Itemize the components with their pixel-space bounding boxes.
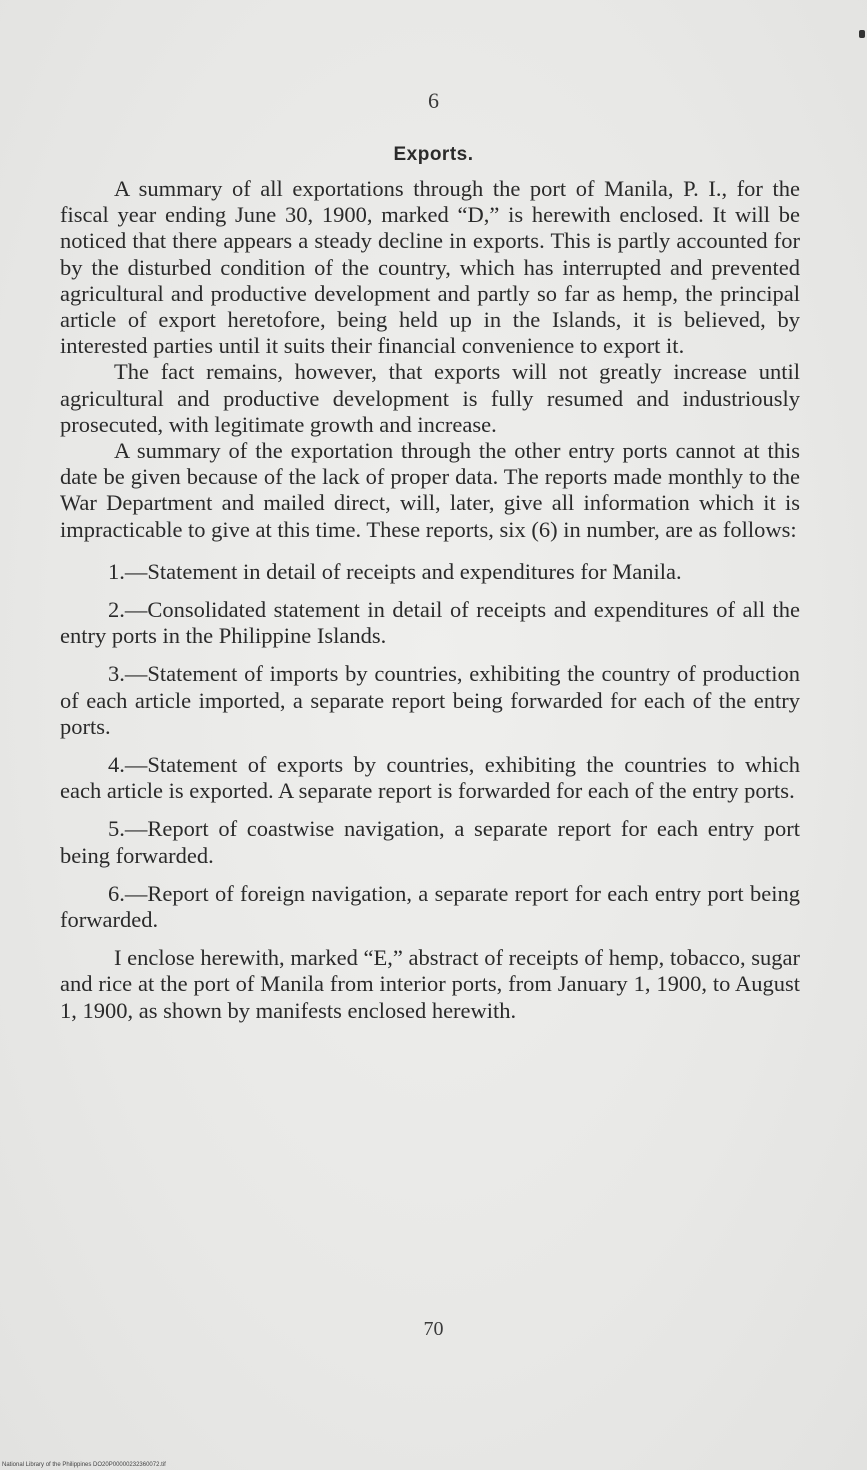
list-item: 1.—Statement in detail of receipts and expenditures for Manila. [108,558,682,584]
list-item: 6.—Report of foreign navigation, a separate report for each entry port being forwarded. [60,880,800,933]
list-item: 2.—Consolidated statement in detail of receipts and expenditures of all the entry ports in the Philippine Islands. [60,597,800,649]
library-watermark: National Library of the Philippines DO20P00000232360072.tif [2,1462,166,1468]
list-item: 3.—Statement of imports by countries, exhibiting the country of production of each article imported, a separate report being forwarded for each of the entry ports. [60,661,800,739]
list-item: 4.—Statement of exports by countries, exhibiting the countries to which each article is exported. A separate report is forwarded for each of the entry ports. [60,752,800,804]
reports-list [60,559,800,933]
list-item: 5.—Report of coastwise navigation, a separate report for each entry port being forwarded. [60,816,800,868]
section-heading: Exports. [393,144,474,165]
page-number: 6 [428,88,439,113]
footer-page-number: 70 [423,1318,444,1340]
body-text [60,176,800,1024]
paragraph-1: A summary of all exportations through the port of Manila, P. I., for the fiscal year ending June 30, 1900, marked “D,” is herewith enclosed. It will be noticed that there appears a steady decline in exports. This is partly accounted for by the disturbed condition of the country, which has interrupted and prevented agricultural and productive development and partly so far as hemp, the principal article of export heretofore, being held up in the Islands, it is believed, by interested parties until it suits their financial convenience to export it. [60,176,800,359]
paragraph-2: The fact remains, however, that exports will not greatly increase until agricultural and productive development is fully resumed and industriously prosecuted, with legitimate growth and increase. [60,359,800,437]
scan-edge-mark [859,30,865,38]
paragraph-3: A summary of the exportation through the other entry ports cannot at this date be given because of the lack of proper data. The reports made monthly to the War Department and mailed direct, will, later, give all information which it is impracticable to give at this time. These reports, six (6) in number, are as follows: [60,438,800,542]
closing-paragraph: I enclose herewith, marked “E,” abstract of receipts of hemp, tobacco, sugar and rice at the port of Manila from interior ports, from January 1, 1900, to August 1, 1900, as shown by manifests enclosed herewith. [60,945,800,1023]
